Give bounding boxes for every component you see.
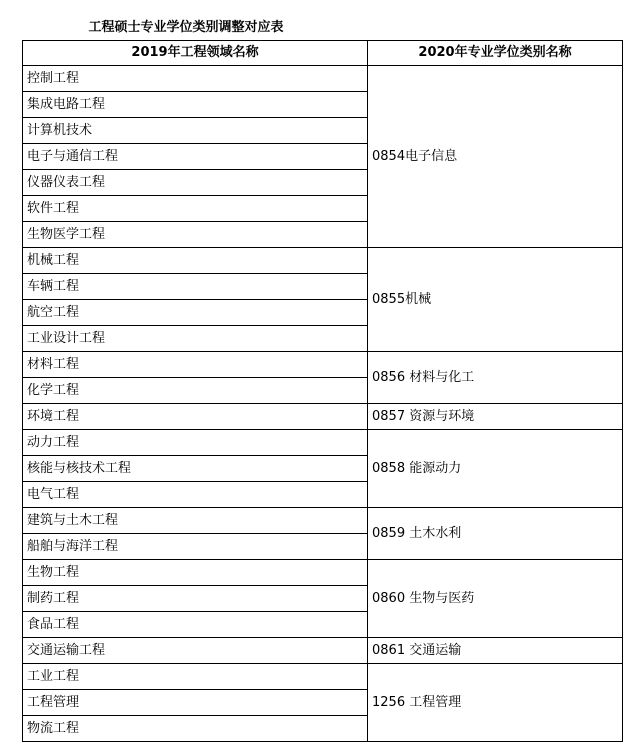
field-2019-cell: 仪器仪表工程 <box>23 170 368 196</box>
field-2019-cell: 软件工程 <box>23 196 368 222</box>
field-2019-cell: 核能与核技术工程 <box>23 456 368 482</box>
header-row <box>23 41 623 66</box>
table-row <box>23 508 623 534</box>
table-row <box>23 404 623 430</box>
category-2020-cell: 0857 资源与环境 <box>368 404 623 430</box>
table-row <box>23 638 623 664</box>
field-2019-cell: 物流工程 <box>23 716 368 742</box>
table-row <box>23 66 623 92</box>
header-2019: 2019年工程领域名称 <box>23 41 368 66</box>
field-2019-cell: 动力工程 <box>23 430 368 456</box>
table-row <box>23 560 623 586</box>
category-2020-cell: 0858 能源动力 <box>368 430 623 508</box>
field-2019-cell: 计算机技术 <box>23 118 368 144</box>
field-2019-cell: 航空工程 <box>23 300 368 326</box>
field-2019-cell: 电子与通信工程 <box>23 144 368 170</box>
field-2019-cell: 建筑与土木工程 <box>23 508 368 534</box>
category-2020-cell: 0860 生物与医药 <box>368 560 623 638</box>
field-2019-cell: 工业工程 <box>23 664 368 690</box>
field-2019-cell: 工业设计工程 <box>23 326 368 352</box>
category-2020-cell: 0855机械 <box>368 248 623 352</box>
table-row <box>23 664 623 690</box>
field-2019-cell: 制药工程 <box>23 586 368 612</box>
table-row <box>23 248 623 274</box>
table-row <box>23 352 623 378</box>
mapping-table <box>22 16 623 742</box>
field-2019-cell: 集成电路工程 <box>23 92 368 118</box>
title-row <box>23 16 623 41</box>
field-2019-cell: 材料工程 <box>23 352 368 378</box>
category-2020-cell: 0854电子信息 <box>368 66 623 248</box>
category-2020-cell: 0856 材料与化工 <box>368 352 623 404</box>
table-row <box>23 430 623 456</box>
category-2020-cell: 0859 土木水利 <box>368 508 623 560</box>
field-2019-cell: 食品工程 <box>23 612 368 638</box>
field-2019-cell: 机械工程 <box>23 248 368 274</box>
field-2019-cell: 控制工程 <box>23 66 368 92</box>
field-2019-cell: 车辆工程 <box>23 274 368 300</box>
field-2019-cell: 船舶与海洋工程 <box>23 534 368 560</box>
field-2019-cell: 工程管理 <box>23 690 368 716</box>
category-2020-cell: 0861 交通运输 <box>368 638 623 664</box>
field-2019-cell: 化学工程 <box>23 378 368 404</box>
table-title: 工程硕士专业学位类别调整对应表 <box>23 16 623 41</box>
category-2020-cell: 1256 工程管理 <box>368 664 623 742</box>
field-2019-cell: 电气工程 <box>23 482 368 508</box>
header-2020: 2020年专业学位类别名称 <box>368 41 623 66</box>
field-2019-cell: 生物医学工程 <box>23 222 368 248</box>
field-2019-cell: 生物工程 <box>23 560 368 586</box>
mapping-table-body <box>23 16 623 742</box>
field-2019-cell: 环境工程 <box>23 404 368 430</box>
field-2019-cell: 交通运输工程 <box>23 638 368 664</box>
